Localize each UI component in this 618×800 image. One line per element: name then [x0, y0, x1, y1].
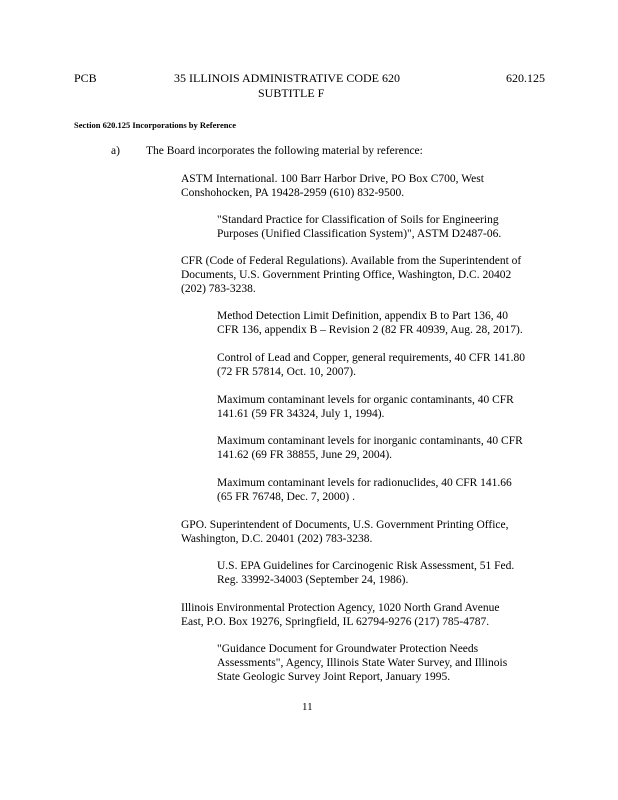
astm-ref-line2: Purposes (Unified Classification System)", ASTM D2487-06. — [217, 228, 502, 240]
gpo-ref-line1: U.S. EPA Guidelines for Carcinogenic Risk Assessment, 51 Fed. — [217, 560, 515, 572]
item-a-text: The Board incorporates the following material by reference: — [146, 145, 423, 157]
page-number: 11 — [302, 701, 313, 713]
section-heading: Section 620.125 Incorporations by Reference — [74, 120, 237, 130]
item-a-marker: a) — [111, 145, 120, 157]
cfr-line3: (202) 783-3238. — [181, 283, 256, 295]
cfr-ref-5-line1: Maximum contaminant levels for radionuclides, 40 CFR 141.66 — [217, 477, 512, 489]
gpo-line2: Washington, D.C. 20401 (202) 783-3238. — [181, 533, 373, 545]
gpo-ref-line2: Reg. 33992-34003 (September 24, 1986). — [217, 574, 409, 586]
cfr-ref-2-line1: Control of Lead and Copper, general requirements, 40 CFR 141.80 — [217, 352, 526, 364]
cfr-line2: Documents, U.S. Government Printing Office, Washington, D.C. 20402 — [181, 269, 512, 281]
header-left: PCB — [74, 71, 97, 85]
cfr-ref-3-line1: Maximum contaminant levels for organic contaminants, 40 CFR — [217, 394, 514, 406]
cfr-ref-1-line1: Method Detection Limit Definition, appendix B to Part 136, 40 — [217, 310, 508, 322]
astm-ref-line1: "Standard Practice for Classification of Soils for Engineering — [217, 214, 499, 226]
cfr-ref-4-line2: 141.62 (69 FR 38855, June 29, 2004). — [217, 449, 393, 461]
cfr-ref-4-line1: Maximum contaminant levels for inorganic contaminants, 40 CFR — [217, 435, 523, 447]
cfr-ref-3-line2: 141.61 (59 FR 34324, July 1, 1994). — [217, 408, 385, 420]
header-section-number: 620.125 — [506, 71, 545, 85]
cfr-line1: CFR (Code of Federal Regulations). Available from the Superintendent of — [181, 255, 522, 267]
astm-line2: Conshohocken, PA 19428-2959 (610) 832-9500. — [181, 187, 405, 199]
iepa-ref-line2: Assessments", Agency, Illinois State Water Survey, and Illinois — [217, 657, 508, 669]
iepa-line2: East, P.O. Box 19276, Springfield, IL 62794-9276 (217) 785-4787. — [181, 616, 490, 628]
cfr-ref-1-line2: CFR 136, appendix B – Revision 2 (82 FR 40939, Aug. 28, 2017). — [217, 324, 523, 336]
iepa-ref-line1: "Guidance Document for Groundwater Protection Needs — [217, 643, 479, 655]
cfr-ref-5-line2: (65 FR 76748, Dec. 7, 2000) . — [217, 491, 355, 503]
header-title: 35 ILLINOIS ADMINISTRATIVE CODE 620 — [174, 71, 400, 85]
cfr-ref-2-line2: (72 FR 57814, Oct. 10, 2007). — [217, 366, 356, 378]
iepa-line1: Illinois Environmental Protection Agency, 1020 North Grand Avenue — [181, 602, 500, 614]
astm-line1: ASTM International. 100 Barr Harbor Drive, PO Box C700, West — [181, 173, 484, 185]
gpo-line1: GPO. Superintendent of Documents, U.S. Government Printing Office, — [181, 519, 509, 531]
iepa-ref-line3: State Geologic Survey Joint Report, January 1995. — [217, 671, 451, 683]
header-subtitle: SUBTITLE F — [258, 86, 325, 100]
